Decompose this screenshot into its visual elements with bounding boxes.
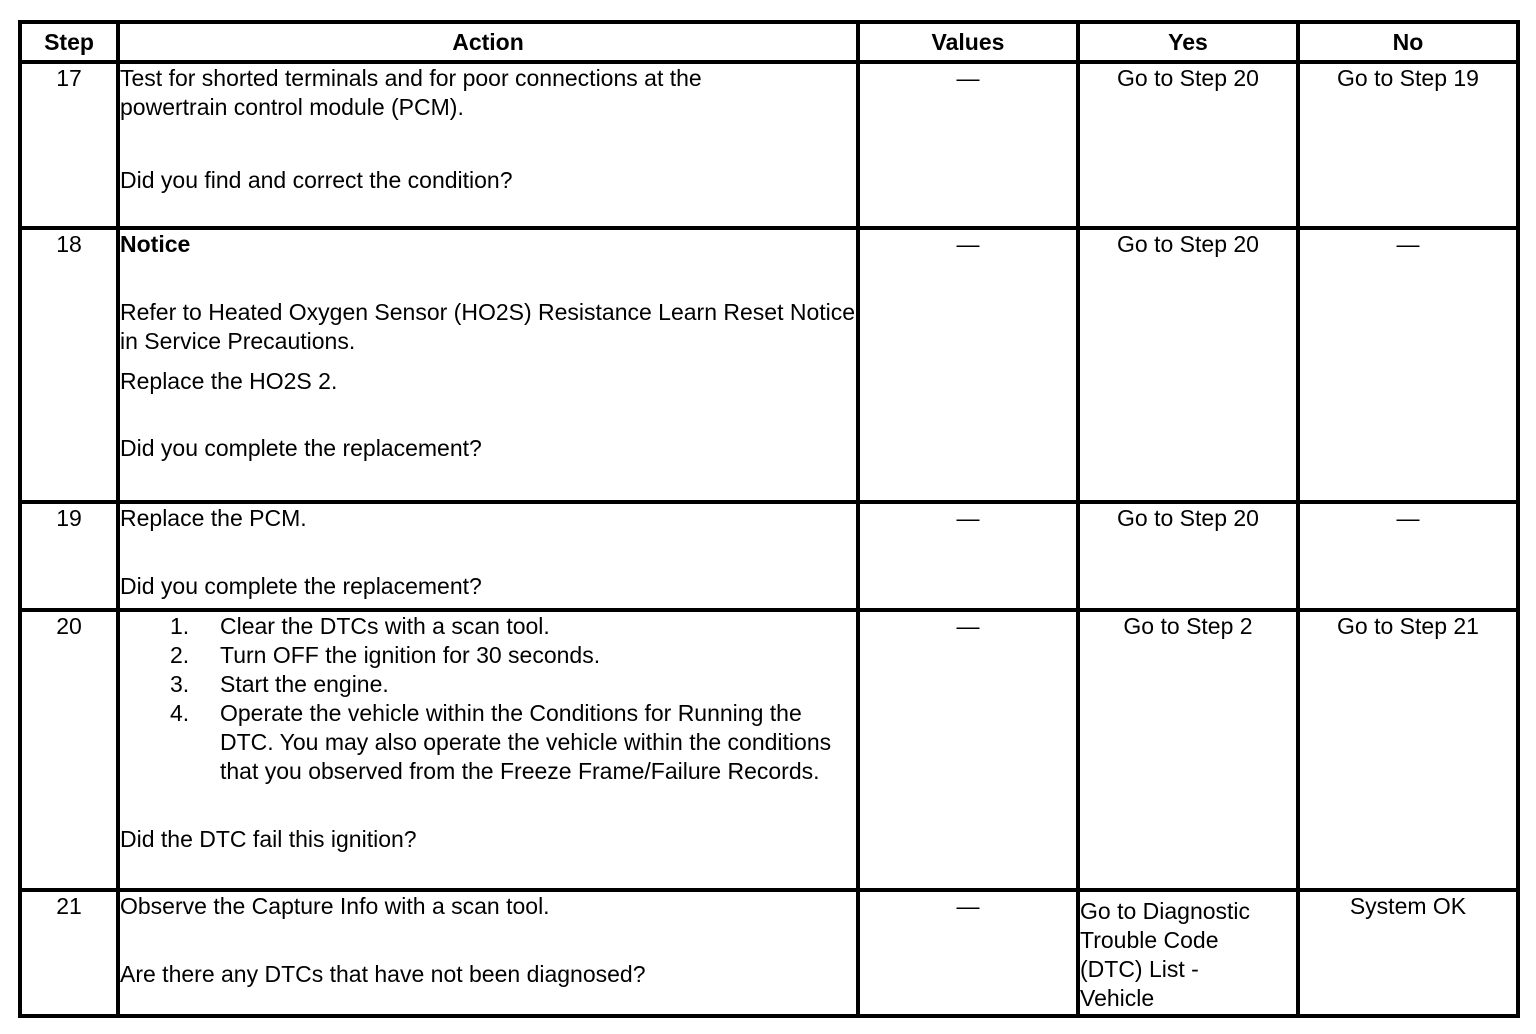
action-question: Did you complete the replacement? — [120, 573, 482, 599]
diagnostic-table — [18, 20, 1520, 1018]
yes-cell — [1078, 890, 1298, 1016]
list-item-number: 2. — [170, 642, 190, 668]
no-cell: — — [1298, 228, 1518, 502]
table-row-step-17 — [20, 62, 1518, 228]
list-item-number: 1. — [170, 613, 190, 639]
action-question: Are there any DTCs that have not been diagnosed? — [120, 961, 646, 987]
header-yes: Yes — [1078, 22, 1298, 62]
list-item-text: Operate the vehicle within the Conditions for Running the DTC. You may also operate the vehicle within the conditions that you observed from the Freeze Frame/Failure Records. — [220, 700, 832, 784]
no-cell: Go to Step 21 — [1298, 610, 1518, 890]
yes-cell: Go to Step 20 — [1078, 502, 1298, 610]
list-item-text: Clear the DTCs with a scan tool. — [220, 613, 550, 639]
step-number: 21 — [20, 890, 118, 1016]
list-item-text: Turn OFF the ignition for 30 seconds. — [220, 642, 601, 668]
action-cell — [118, 890, 858, 1016]
list-item — [120, 670, 856, 699]
list-item — [120, 612, 856, 641]
values-cell: — — [858, 890, 1078, 1016]
list-item-number: 3. — [170, 671, 190, 697]
no-cell: System OK — [1298, 890, 1518, 1016]
list-item-text: Start the engine. — [220, 671, 389, 697]
action-question: Did you find and correct the condition? — [120, 167, 513, 193]
step-number: 18 — [20, 228, 118, 502]
yes-cell: Go to Step 20 — [1078, 228, 1298, 502]
action-question: Did you complete the replacement? — [120, 435, 482, 461]
values-cell: — — [858, 228, 1078, 502]
action-text: Replace the PCM. — [120, 505, 307, 531]
list-item — [120, 699, 856, 786]
step-number: 20 — [20, 610, 118, 890]
step-number: 19 — [20, 502, 118, 610]
procedure-list — [120, 612, 856, 786]
no-cell: Go to Step 19 — [1298, 62, 1518, 228]
action-cell — [118, 62, 858, 228]
notice-heading: Notice — [120, 231, 191, 257]
action-text: Replace the HO2S 2. — [120, 368, 338, 394]
action-cell — [118, 228, 858, 502]
table-row-step-21 — [20, 890, 1518, 1016]
header-action: Action — [118, 22, 858, 62]
no-cell: — — [1298, 502, 1518, 610]
header-row — [20, 22, 1518, 62]
action-text: Test for shorted terminals and for poor connections at the powertrain control module (PCM). — [120, 65, 702, 120]
step-number: 17 — [20, 62, 118, 228]
header-step: Step — [20, 22, 118, 62]
values-cell: — — [858, 62, 1078, 228]
action-cell — [118, 502, 858, 610]
action-text: Refer to Heated Oxygen Sensor (HO2S) Resistance Learn Reset Notice in Service Precautions. — [120, 299, 856, 354]
header-values: Values — [858, 22, 1078, 62]
table-row-step-20 — [20, 610, 1518, 890]
table-row-step-18 — [20, 228, 1518, 502]
action-cell — [118, 610, 858, 890]
header-no: No — [1298, 22, 1518, 62]
list-item — [120, 641, 856, 670]
yes-cell: Go to Step 20 — [1078, 62, 1298, 228]
table-row-step-19 — [20, 502, 1518, 610]
yes-cell: Go to Step 2 — [1078, 610, 1298, 890]
values-cell: — — [858, 502, 1078, 610]
list-item-number: 4. — [170, 700, 190, 726]
action-text: Observe the Capture Info with a scan tool. — [120, 893, 550, 919]
action-question: Did the DTC fail this ignition? — [120, 826, 417, 852]
yes-link-text: Go to Diagnostic Trouble Code (DTC) List - Vehicle — [1080, 898, 1251, 1011]
values-cell: — — [858, 610, 1078, 890]
